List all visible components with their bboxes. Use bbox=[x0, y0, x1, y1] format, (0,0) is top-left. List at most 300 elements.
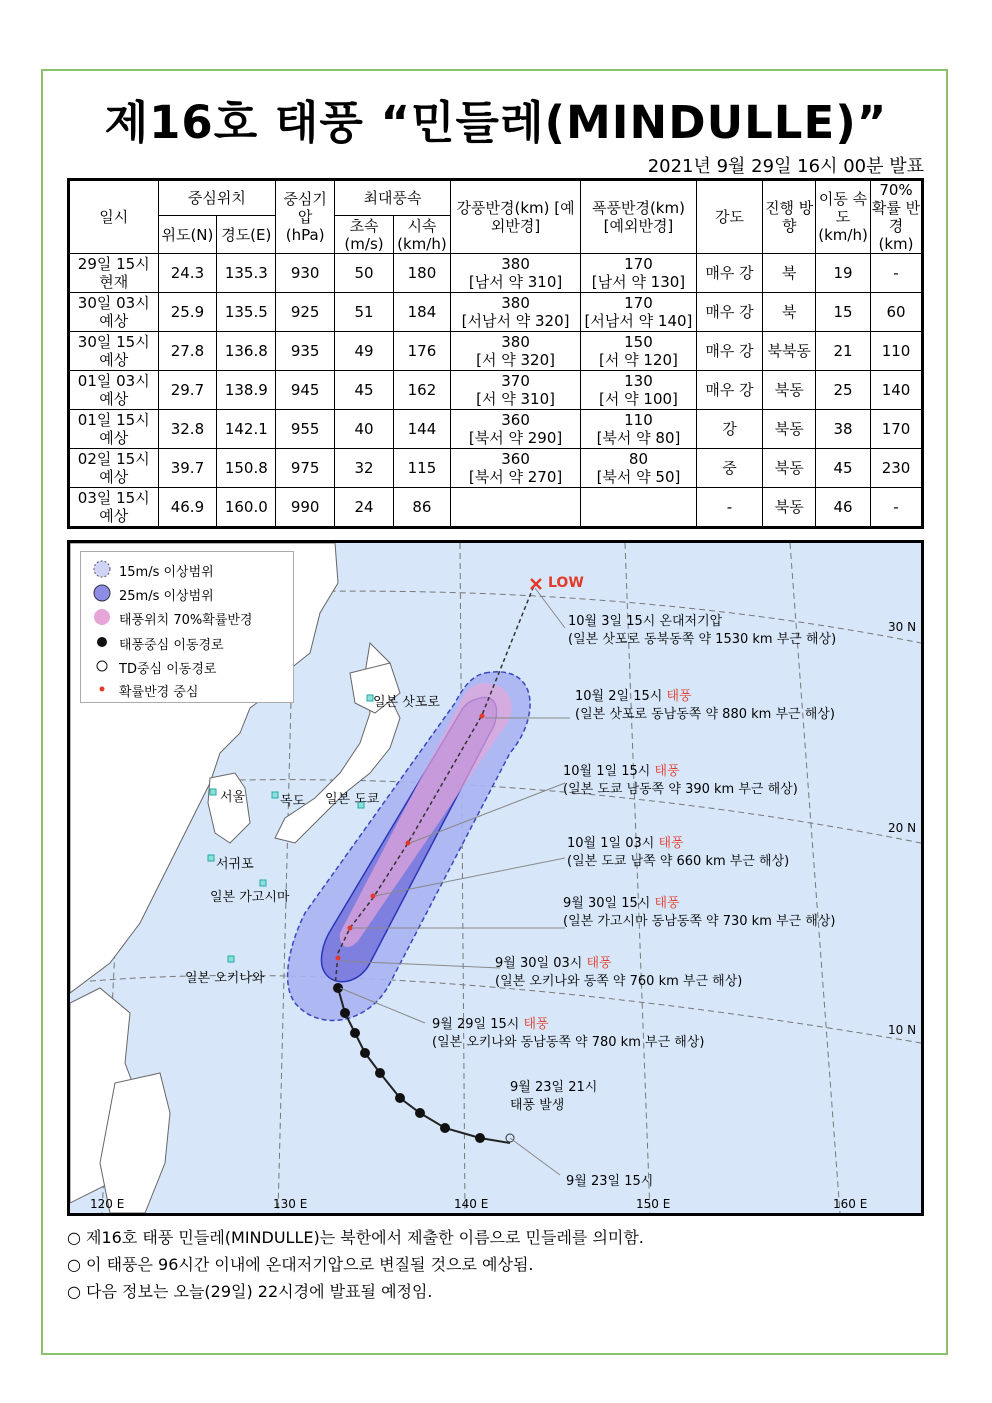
lon-cell-line: 135.3 bbox=[224, 264, 268, 282]
lon-cell bbox=[217, 332, 276, 371]
track-annotation bbox=[563, 763, 798, 799]
time-cell-line: 30일 03시 bbox=[77, 294, 150, 312]
table-row bbox=[69, 449, 923, 488]
place-tokyo: 일본 도쿄 bbox=[325, 792, 380, 807]
annotation-status: 태풍 bbox=[654, 764, 680, 779]
prob-center-dot bbox=[406, 841, 411, 846]
ms-cell bbox=[335, 254, 394, 293]
lon-cell-line: 136.8 bbox=[224, 342, 268, 360]
direction-cell bbox=[763, 254, 816, 293]
prob-cell bbox=[871, 449, 923, 488]
storm-radius-cell-line: 170 bbox=[624, 255, 653, 273]
col-ms: 초속 (m/s) bbox=[335, 216, 394, 254]
lat-cell-line: 25.9 bbox=[170, 303, 205, 321]
intensity-cell bbox=[696, 371, 763, 410]
legend-item: 태풍위치 70%확률반경 bbox=[119, 613, 253, 628]
speed-cell bbox=[816, 449, 871, 488]
lon-cell bbox=[217, 488, 276, 528]
place-kagoshima: 일본 가고시마 bbox=[210, 890, 290, 905]
time-cell-line: 02일 15시 bbox=[77, 450, 150, 468]
table-row bbox=[69, 332, 923, 371]
lon-cell-line: 150.8 bbox=[224, 459, 268, 477]
annotation-status: 태풍 bbox=[666, 689, 692, 704]
prob-cell-line: 140 bbox=[881, 381, 911, 399]
col-direction: 진행 방향 bbox=[763, 180, 816, 254]
leader-line bbox=[510, 1138, 560, 1175]
direction-cell-line: 북 bbox=[781, 303, 797, 321]
annotation-time: 10월 1일 15시 bbox=[563, 764, 655, 779]
lat-cell-line: 39.7 bbox=[170, 459, 205, 477]
time-cell bbox=[69, 449, 159, 488]
track-annotation bbox=[575, 688, 835, 724]
storm-radius-cell-line: 130 bbox=[624, 372, 653, 390]
time-cell-line: 29일 15시 bbox=[77, 255, 150, 273]
kmh-cell bbox=[393, 332, 450, 371]
track-annotation bbox=[568, 613, 836, 649]
intensity-cell bbox=[696, 254, 763, 293]
strong-radius-cell-line: 380 bbox=[501, 294, 530, 312]
speed-cell bbox=[816, 371, 871, 410]
speed-cell-line: 38 bbox=[833, 420, 853, 438]
pressure-cell bbox=[276, 371, 335, 410]
place-seoul: 서울 bbox=[220, 790, 246, 805]
lon-cell bbox=[217, 410, 276, 449]
annotation-line-2: (일본 오키나와 동쪽 약 760 km 부근 해상) bbox=[495, 974, 743, 989]
lat-cell bbox=[158, 254, 217, 293]
strong-radius-cell bbox=[450, 371, 580, 410]
annotation-line-1 bbox=[563, 763, 798, 781]
annotation-line-2: (일본 삿포로 동북동쪽 약 1530 km 부근 해상) bbox=[568, 632, 837, 647]
speed-cell-line: 15 bbox=[833, 303, 853, 321]
pressure-cell-line: 955 bbox=[290, 420, 320, 438]
speed-cell-line: 21 bbox=[833, 342, 853, 360]
track-marker bbox=[375, 1068, 385, 1078]
strong-radius-cell-line: [서 약 320] bbox=[476, 351, 555, 369]
intensity-cell bbox=[696, 410, 763, 449]
track-marker bbox=[333, 983, 343, 993]
storm-radius-cell-line: [남서 약 130] bbox=[591, 273, 686, 291]
direction-cell bbox=[763, 449, 816, 488]
speed-cell bbox=[816, 332, 871, 371]
lat-cell-line: 24.3 bbox=[170, 264, 205, 282]
lat-tick: 20 N bbox=[888, 821, 917, 835]
col-lon: 경도(E) bbox=[217, 216, 276, 254]
intensity-cell bbox=[696, 488, 763, 528]
leader-line bbox=[535, 588, 565, 628]
col-speed: 이동 속도 (km/h) bbox=[816, 180, 871, 254]
legend-item: 25m/s 이상범위 bbox=[119, 589, 214, 604]
speed-cell bbox=[816, 410, 871, 449]
annotation-line-1 bbox=[432, 1016, 704, 1034]
ms-cell-line: 24 bbox=[354, 498, 374, 516]
annotation-time: 9월 30일 15시 bbox=[563, 896, 655, 911]
strong-radius-cell-line: 380 bbox=[501, 255, 530, 273]
col-pressure: 중심기압 (hPa) bbox=[276, 180, 335, 254]
storm-radius-cell-line: [북서 약 50] bbox=[596, 468, 681, 486]
time-cell bbox=[69, 332, 159, 371]
direction-cell-line: 북동 bbox=[774, 498, 804, 516]
storm-radius-cell bbox=[581, 254, 696, 293]
direction-cell bbox=[763, 488, 816, 528]
intensity-cell-line: 강 bbox=[722, 420, 737, 438]
pressure-cell-line: 930 bbox=[290, 264, 320, 282]
strong-radius-cell bbox=[450, 410, 580, 449]
strong-radius-cell-line: [북서 약 270] bbox=[468, 468, 563, 486]
strong-radius-cell-line: [북서 약 290] bbox=[468, 429, 563, 447]
kmh-cell-line: 86 bbox=[412, 498, 432, 516]
pressure-cell bbox=[276, 488, 335, 528]
track-annotation bbox=[566, 1173, 653, 1191]
pressure-cell-line: 990 bbox=[290, 498, 320, 516]
speed-cell-line: 19 bbox=[833, 264, 853, 282]
annotation-line-1 bbox=[510, 1079, 597, 1097]
ms-cell bbox=[335, 332, 394, 371]
kmh-cell bbox=[393, 449, 450, 488]
intensity-cell bbox=[696, 449, 763, 488]
annotation-line-1 bbox=[563, 895, 835, 913]
kmh-cell-line: 180 bbox=[407, 264, 437, 282]
city-marker-seogwipo bbox=[208, 855, 214, 861]
legend-typhoon-icon bbox=[97, 637, 107, 647]
ms-cell-line: 49 bbox=[354, 342, 374, 360]
col-center: 중심위치 bbox=[158, 180, 276, 216]
prob-cell-line: - bbox=[893, 498, 899, 516]
strong-radius-cell-line: [서 약 310] bbox=[476, 390, 555, 408]
ms-cell bbox=[335, 410, 394, 449]
track-marker bbox=[415, 1108, 425, 1118]
col-maxwind: 최대풍속 bbox=[335, 180, 451, 216]
track-marker bbox=[440, 1123, 450, 1133]
intensity-cell-line: 매우 강 bbox=[705, 264, 754, 282]
legend-25ms-icon bbox=[94, 585, 110, 601]
time-cell-line: 예상 bbox=[99, 507, 129, 525]
speed-cell-line: 46 bbox=[833, 498, 853, 516]
place-okinawa: 일본 오키나와 bbox=[185, 971, 265, 986]
track-annotation bbox=[510, 1079, 597, 1115]
col-prob: 70% 확률 반경 (km) bbox=[871, 180, 923, 254]
pressure-cell-line: 925 bbox=[290, 303, 320, 321]
strong-radius-cell bbox=[450, 488, 580, 528]
kmh-cell-line: 176 bbox=[407, 342, 437, 360]
storm-radius-cell bbox=[581, 449, 696, 488]
prob-center-dot bbox=[348, 926, 353, 931]
place-sapporo: 일본 삿포로 bbox=[373, 695, 440, 710]
intensity-cell bbox=[696, 293, 763, 332]
city-marker-seoul bbox=[210, 789, 216, 795]
ms-cell bbox=[335, 371, 394, 410]
track-marker bbox=[475, 1133, 485, 1143]
time-cell-line: 03일 15시 bbox=[77, 489, 150, 507]
strong-radius-cell-line: [서남서 약 320] bbox=[461, 312, 570, 330]
time-cell-line: 예상 bbox=[99, 468, 129, 486]
col-intensity: 강도 bbox=[696, 180, 763, 254]
annotation-status: 태풍 bbox=[654, 896, 680, 911]
pressure-cell-line: 935 bbox=[290, 342, 320, 360]
kmh-cell bbox=[393, 293, 450, 332]
prob-center-dot bbox=[480, 714, 485, 719]
prob-cell bbox=[871, 254, 923, 293]
ms-cell bbox=[335, 449, 394, 488]
time-cell bbox=[69, 371, 159, 410]
land-korea bbox=[208, 773, 250, 843]
annotation-line-1 bbox=[575, 688, 835, 706]
storm-radius-cell bbox=[581, 293, 696, 332]
prob-center-dot bbox=[336, 956, 341, 961]
direction-cell bbox=[763, 371, 816, 410]
strong-radius-cell-line: 370 bbox=[501, 372, 530, 390]
lat-cell bbox=[158, 449, 217, 488]
strong-radius-cell-line: [남서 약 310] bbox=[468, 273, 563, 291]
annotation-time: 9월 23일 21시 bbox=[510, 1080, 598, 1095]
ms-cell-line: 45 bbox=[354, 381, 374, 399]
lon-tick: 140 E bbox=[454, 1197, 489, 1211]
track-annotation bbox=[567, 835, 789, 871]
track-annotation bbox=[563, 895, 835, 931]
city-marker-dokdo bbox=[272, 792, 278, 798]
speed-cell bbox=[816, 254, 871, 293]
storm-radius-cell bbox=[581, 488, 696, 528]
lon-cell bbox=[217, 449, 276, 488]
annotation-line-1 bbox=[566, 1173, 653, 1191]
lon-cell-line: 160.0 bbox=[224, 498, 268, 516]
time-cell-line: 01일 03시 bbox=[77, 372, 150, 390]
storm-radius-cell-line: 150 bbox=[624, 333, 653, 351]
prob-cell bbox=[871, 371, 923, 410]
prob-cell-line: 60 bbox=[886, 303, 906, 321]
lat-cell-line: 32.8 bbox=[170, 420, 205, 438]
annotation-line-1 bbox=[568, 613, 836, 631]
annotation-line-2: (일본 오키나와 동남동쪽 약 780 km 부근 해상) bbox=[432, 1035, 705, 1050]
table-header-row-1 bbox=[69, 180, 923, 216]
strong-radius-cell bbox=[450, 332, 580, 371]
time-cell bbox=[69, 293, 159, 332]
pressure-cell-line: 975 bbox=[290, 459, 320, 477]
forecast-map bbox=[67, 540, 924, 1216]
prob-cell-line: 230 bbox=[881, 459, 911, 477]
strong-radius-cell bbox=[450, 449, 580, 488]
issued-time: 2021년 9월 29일 16시 00분 발표 bbox=[647, 156, 924, 177]
lat-cell-line: 27.8 bbox=[170, 342, 205, 360]
track-annotation bbox=[495, 955, 742, 991]
direction-cell-line: 북동 bbox=[774, 459, 804, 477]
notes bbox=[67, 1224, 644, 1305]
intensity-cell-line: 매우 강 bbox=[705, 303, 754, 321]
intensity-cell bbox=[696, 332, 763, 371]
prob-cell bbox=[871, 488, 923, 528]
prob-center-dot bbox=[371, 894, 376, 899]
kmh-cell bbox=[393, 488, 450, 528]
typhoon-table bbox=[67, 178, 924, 529]
ms-cell-line: 50 bbox=[354, 264, 374, 282]
storm-radius-cell bbox=[581, 410, 696, 449]
legend-prob-center-icon bbox=[100, 687, 105, 692]
track-marker bbox=[350, 1028, 360, 1038]
table-row bbox=[69, 293, 923, 332]
storm-radius-cell-line: 170 bbox=[624, 294, 653, 312]
track-marker bbox=[395, 1093, 405, 1103]
annotation-time: 10월 2일 15시 bbox=[575, 689, 667, 704]
storm-radius-cell-line: [서 약 120] bbox=[599, 351, 678, 369]
prob-cell bbox=[871, 332, 923, 371]
col-lat: 위도(N) bbox=[158, 216, 217, 254]
time-cell-line: 예상 bbox=[99, 390, 129, 408]
lon-cell-line: 138.9 bbox=[224, 381, 268, 399]
speed-cell-line: 45 bbox=[833, 459, 853, 477]
pressure-cell-line: 945 bbox=[290, 381, 320, 399]
prob-cell-line: 110 bbox=[881, 342, 911, 360]
note-line: ○ 제16호 태풍 민들레(MINDULLE)는 북한에서 제출한 이름으로 민들레를 의미함. bbox=[67, 1228, 644, 1247]
storm-radius-cell-line: 110 bbox=[624, 411, 653, 429]
annotation-line-2: (일본 가고시마 동남동쪽 약 730 km 부근 해상) bbox=[563, 914, 836, 929]
speed-cell-line: 25 bbox=[833, 381, 853, 399]
ms-cell bbox=[335, 293, 394, 332]
prob-cell bbox=[871, 410, 923, 449]
storm-radius-cell bbox=[581, 371, 696, 410]
table-row bbox=[69, 488, 923, 528]
time-cell-line: 예상 bbox=[99, 312, 129, 330]
kmh-cell bbox=[393, 371, 450, 410]
annotation-time: 10월 1일 03시 bbox=[567, 836, 659, 851]
strong-radius-cell-line: 360 bbox=[501, 450, 530, 468]
pressure-cell bbox=[276, 293, 335, 332]
lon-tick: 130 E bbox=[273, 1197, 308, 1211]
intensity-cell-line: - bbox=[726, 498, 733, 516]
legend-item: 확률반경 중심 bbox=[119, 685, 199, 700]
annotation-time: 9월 29일 15시 bbox=[432, 1017, 524, 1032]
lon-cell bbox=[217, 254, 276, 293]
lat-cell-line: 46.9 bbox=[170, 498, 205, 516]
lat-cell bbox=[158, 488, 217, 528]
lon-cell-line: 135.5 bbox=[224, 303, 268, 321]
time-cell bbox=[69, 410, 159, 449]
place-dokdo: 독도 bbox=[280, 794, 306, 809]
direction-cell-line: 북동 bbox=[774, 420, 804, 438]
ms-cell bbox=[335, 488, 394, 528]
table-row bbox=[69, 254, 923, 293]
legend-item: 태풍중심 이동경로 bbox=[119, 638, 224, 653]
storm-radius-cell-line: 80 bbox=[628, 450, 649, 468]
strong-radius-cell-line: 360 bbox=[501, 411, 530, 429]
prob-cell bbox=[871, 293, 923, 332]
strong-radius-cell bbox=[450, 293, 580, 332]
col-kmh: 시속 (km/h) bbox=[393, 216, 450, 254]
storm-radius-cell-line: [북서 약 80] bbox=[596, 429, 681, 447]
direction-cell-line: 북동 bbox=[774, 381, 804, 399]
prob-cell-line: 170 bbox=[881, 420, 911, 438]
track-marker bbox=[340, 1008, 350, 1018]
annotation-status: 태풍 bbox=[658, 836, 684, 851]
table-row bbox=[69, 410, 923, 449]
kmh-cell-line: 115 bbox=[407, 459, 437, 477]
kmh-cell-line: 184 bbox=[407, 303, 437, 321]
lon-tick: 160 E bbox=[833, 1197, 868, 1211]
lon-tick: 150 E bbox=[636, 1197, 671, 1211]
direction-cell bbox=[763, 410, 816, 449]
lon-cell bbox=[217, 293, 276, 332]
low-x-icon bbox=[531, 579, 541, 589]
legend-td-icon bbox=[97, 661, 107, 671]
note-line: ○ 다음 정보는 오늘(29일) 22시경에 발표될 예정임. bbox=[67, 1282, 433, 1301]
intensity-cell-line: 중 bbox=[722, 459, 737, 477]
kmh-cell bbox=[393, 410, 450, 449]
storm-radius-cell-line: [서 약 100] bbox=[599, 390, 678, 408]
note-line: ○ 이 태풍은 96시간 이내에 온대저기압으로 변질될 것으로 예상됨. bbox=[67, 1255, 534, 1274]
col-strong-radius: 강풍반경(km) [예외반경] bbox=[450, 180, 580, 254]
time-cell-line: 01일 15시 bbox=[77, 411, 150, 429]
lat-cell bbox=[158, 371, 217, 410]
intensity-cell-line: 매우 강 bbox=[705, 342, 754, 360]
legend-15ms-icon bbox=[94, 561, 110, 577]
lon-tick: 120 E bbox=[90, 1197, 125, 1211]
time-cell-line: 현재 bbox=[99, 273, 129, 291]
annotation-line-1 bbox=[567, 835, 789, 853]
ms-cell-line: 51 bbox=[354, 303, 374, 321]
strong-radius-cell-line: 380 bbox=[501, 333, 530, 351]
time-cell-line: 30일 15시 bbox=[77, 333, 150, 351]
speed-cell bbox=[816, 293, 871, 332]
lat-cell bbox=[158, 410, 217, 449]
lon-cell-line: 142.1 bbox=[224, 420, 268, 438]
legend-item: TD중심 이동경로 bbox=[119, 662, 217, 677]
page-title: 제16호 태풍 “민들레(MINDULLE)” bbox=[104, 96, 888, 149]
prob-cell-line: - bbox=[893, 264, 899, 282]
col-storm-radius: 폭풍반경(km) [예외반경] bbox=[581, 180, 696, 254]
annotation-time: 10월 3일 15시 온대저기압 bbox=[568, 614, 723, 629]
city-marker-okinawa bbox=[228, 956, 234, 962]
track-annotation bbox=[432, 1016, 704, 1052]
direction-cell bbox=[763, 332, 816, 371]
time-cell-line: 예상 bbox=[99, 351, 129, 369]
annotation-status: 태풍 bbox=[523, 1017, 549, 1032]
lat-tick: 10 N bbox=[888, 1023, 917, 1037]
intensity-cell-line: 매우 강 bbox=[705, 381, 754, 399]
time-cell-line: 예상 bbox=[99, 429, 129, 447]
legend-symbols bbox=[87, 552, 117, 702]
pressure-cell bbox=[276, 332, 335, 371]
annotation-time: 9월 23일 15시 bbox=[566, 1174, 654, 1189]
map-legend bbox=[80, 551, 294, 703]
storm-radius-cell-line: [서남서 약 140] bbox=[584, 312, 693, 330]
ms-cell-line: 32 bbox=[354, 459, 374, 477]
direction-cell-line: 북 bbox=[781, 264, 797, 282]
direction-cell-line: 북북동 bbox=[767, 342, 811, 360]
annotation-time: 9월 30일 03시 bbox=[495, 956, 587, 971]
lat-cell bbox=[158, 293, 217, 332]
lat-cell-line: 29.7 bbox=[170, 381, 205, 399]
storm-radius-cell bbox=[581, 332, 696, 371]
annotation-line-2: (일본 삿포로 동남동쪽 약 880 km 부근 해상) bbox=[575, 707, 835, 722]
time-cell bbox=[69, 254, 159, 293]
track-marker bbox=[360, 1048, 370, 1058]
kmh-cell-line: 144 bbox=[407, 420, 437, 438]
lon-cell bbox=[217, 371, 276, 410]
pressure-cell bbox=[276, 254, 335, 293]
annotation-line-1 bbox=[495, 955, 742, 973]
annotation-status: 태풍 bbox=[586, 956, 612, 971]
legend-prob-icon bbox=[94, 609, 110, 625]
place-seogwipo: 서귀포 bbox=[216, 857, 254, 872]
time-cell bbox=[69, 488, 159, 528]
table-row bbox=[69, 371, 923, 410]
legend-item: 15m/s 이상범위 bbox=[119, 565, 214, 580]
pressure-cell bbox=[276, 449, 335, 488]
pressure-cell bbox=[276, 410, 335, 449]
direction-cell bbox=[763, 293, 816, 332]
col-time: 일시 bbox=[69, 180, 159, 254]
kmh-cell-line: 162 bbox=[407, 381, 437, 399]
strong-radius-cell bbox=[450, 254, 580, 293]
annotation-line-2: (일본 도쿄 남동쪽 약 390 km 부근 해상) bbox=[563, 782, 798, 797]
